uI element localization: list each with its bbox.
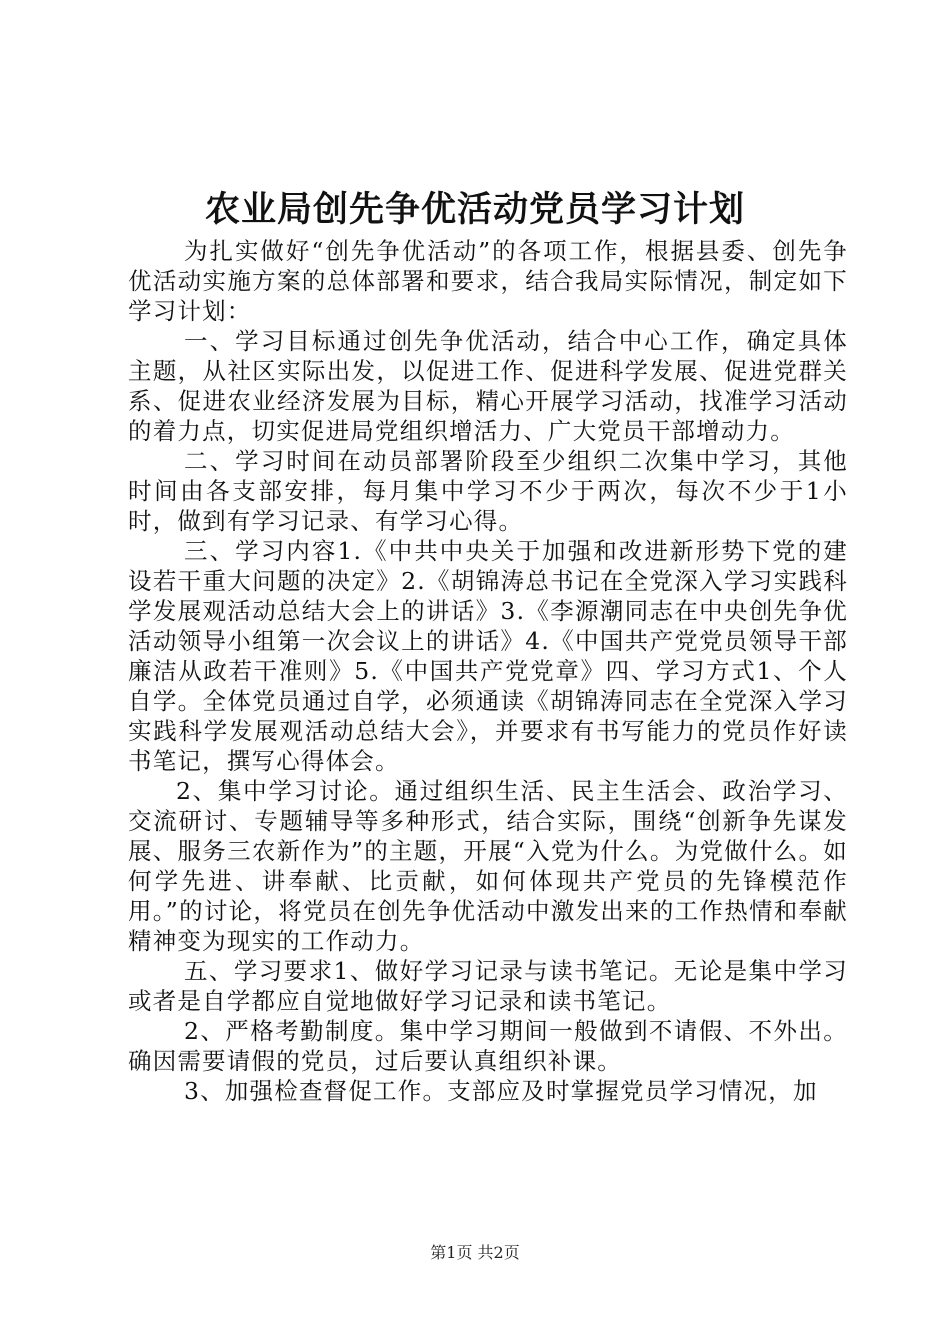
section-time-paragraph: 二、学习时间在动员部署阶段至少组织二次集中学习，其他时间由各支部安排，每月集中学习不少于两次，每次不少于1小时，做到有学习记录、有学习心得。 [128,447,848,535]
section-requirement-paragraph: 五、学习要求1、做好学习记录与读书笔记。无论是集中学习或者是自学都应自觉地做好学习记录和读书笔记。 [128,957,848,1015]
group-study-paragraph: 2、集中学习讨论。通过组织生活、民主生活会、政治学习、交流研讨、专题辅导等多种形式，结合实际，围绕“创新争先谋发展、服务三农新作为”的主题，开展“入党为什么。为党做什么。如何学先进、讲奉献、比贡献，如何体现共产党员的先锋模范作用。”的讨论，将党员在创先争优活动中激发出来的工作热情和奉献精神变为现实的工作动力。 [128,777,848,955]
document-title: 农业局创先争优活动党员学习计划 [204,189,745,230]
page-number-footer: 第1页 共2页 [430,1243,520,1262]
section-content-paragraph: 三、学习内容1.《中共中央关于加强和改进新形势下党的建设若干重大问题的决定》2.《胡锦涛总书记在全党深入学习实践科学发展观活动总结大会上的讲话》3.《李源潮同志在中央创先争优活动领导小组第一次会议上的讲话》4.《中国共产党党员领导干部廉洁从政若干准则》5.《中国共产党党章》四、学习方式1、个人自学。全体党员通过自学，必须通读《胡锦涛同志在全党深入学习实践科学发展观活动总结大会》，并要求有书写能力的党员作好读书笔记，撰写心得体会。 [128,537,848,775]
attendance-paragraph: 2、严格考勤制度。集中学习期间一般做到不请假、不外出。确因需要请假的党员，过后要认真组织补课。 [128,1017,848,1075]
document-body [128,236,848,1106]
supervision-paragraph: 3、加强检查督促工作。支部应及时掌握党员学习情况，加 [184,1077,818,1105]
section-goal-paragraph: 一、学习目标通过创先争优活动，结合中心工作，确定具体主题，从社区实际出发，以促进工作、促进科学发展、促进党群关系、促进农业经济发展为目标，精心开展学习活动，找准学习活动的着力点，切实促进局党组织增活力、广大党员干部增动力。 [128,327,848,445]
intro-paragraph: 为扎实做好“创先争优活动”的各项工作，根据县委、创先争优活动实施方案的总体部署和要求，结合我局实际情况，制定如下学习计划： [128,237,848,325]
